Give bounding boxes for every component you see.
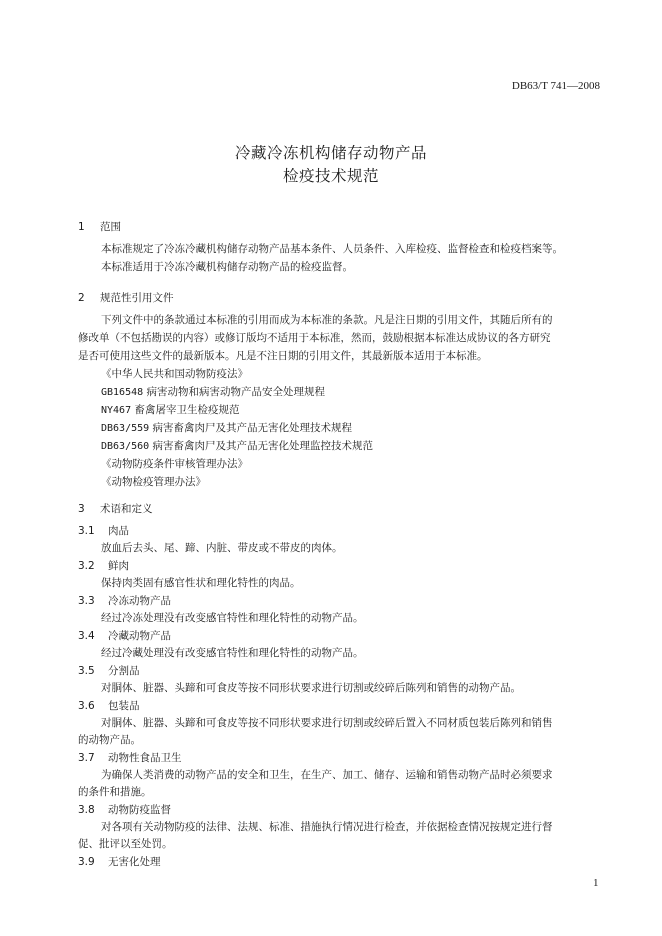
reference-title: 病害畜禽肉尸及其产品无害化处理技术规程 [152,422,353,434]
reference-title: 《中华人民共和国动物防疫法》 [101,368,248,380]
term-number: 3.8 [78,804,95,816]
reference-code: NY467 [101,405,132,416]
section-number: 1 [78,221,85,233]
term-number: 3.9 [78,856,95,868]
term-name: 动物防疫监督 [108,804,171,816]
document-title: 冷藏冷冻机构储存动物产品 [234,144,427,162]
reference-title: 畜禽屠宰卫生检疫规范 [134,404,240,416]
page-number: 1 [593,877,599,889]
term-name: 包装品 [108,700,140,712]
term-definition: 的动物产品。 [78,734,141,746]
term-definition: 经过冷冻处理没有改变感官特性和理化特性的动物产品。 [101,612,364,624]
reference-item [101,366,248,381]
reference-item [101,384,325,399]
reference-title: 《动物防疫条件审核管理办法》 [101,458,248,470]
term-number: 3.2 [78,560,95,572]
section-title: 术语和定义 [100,503,153,515]
term-name: 冷藏动物产品 [108,630,171,642]
section-number: 2 [78,292,85,304]
reference-title: 《动物检疫管理办法》 [101,476,206,488]
term-number: 3.7 [78,752,95,764]
term-name: 动物性食品卫生 [108,752,182,764]
term-heading [78,854,161,869]
term-definition: 经过冷藏处理没有改变感官特性和理化特性的动物产品。 [101,647,364,659]
term-name: 鲜肉 [108,560,129,572]
term-name: 肉品 [108,525,129,537]
document-subtitle: 检疫技术规范 [282,167,379,185]
standard-code: DB63/T 741—2008 [511,80,600,92]
term-number: 3.1 [78,525,95,537]
reference-item [101,474,206,489]
paragraph: 本标准规定了冷冻冷藏机构储存动物产品基本条件、人员条件、入库检疫、监督检查和检疫档案等。 [101,243,563,255]
term-heading [78,750,182,765]
term-definition: 对胴体、脏器、头蹄和可食皮等按不同形状要求进行切割或绞碎后陈列和销售的动物产品。 [101,682,521,694]
term-definition: 保持肉类固有感官性状和理化特性的肉品。 [101,577,301,589]
section-title: 规范性引用文件 [100,292,174,304]
term-heading [78,593,171,608]
paragraph: 下列文件中的条款通过本标准的引用而成为本标准的条款。凡是注日期的引用文件，其随后所有的 [101,314,553,326]
term-name: 无害化处理 [108,856,161,868]
reference-item [101,402,239,417]
reference-code: DB63/560 [101,441,150,452]
section-2-heading [78,290,174,305]
term-definition: 的条件和措施。 [78,786,152,798]
term-heading [78,663,140,678]
reference-item [101,456,248,471]
term-definition: 对各项有关动物防疫的法律、法规、标准、措施执行情况进行检查，并依据检查情况按规定进行督 [101,821,553,833]
term-heading [78,523,129,538]
reference-item [101,438,373,453]
reference-code: DB63/559 [101,423,150,434]
term-definition: 为确保人类消费的动物产品的安全和卫生，在生产、加工、储存、运输和销售动物产品时必须要求 [101,769,553,781]
reference-item [101,420,352,435]
term-heading [78,698,140,713]
term-definition: 放血后去头、尾、蹄、内脏、带皮或不带皮的肉体。 [101,542,343,554]
term-number: 3.6 [78,700,95,712]
term-heading [78,628,171,643]
section-title: 范围 [100,221,121,233]
term-heading [78,802,171,817]
term-definition: 对胴体、脏器、头蹄和可食皮等按不同形状要求进行切割或绞碎后置入不同材质包装后陈列和销售 [101,717,553,729]
paragraph: 修改单（不包括勘误的内容）或修订版均不适用于本标准，然而，鼓励根据本标准达成协议的各方研究 [78,332,551,344]
section-1-heading [78,219,121,234]
reference-title: 病害畜禽肉尸及其产品无害化处理监控技术规范 [152,440,374,452]
reference-title: 病害动物和病害动物产品安全处理规程 [146,386,325,398]
term-number: 3.3 [78,595,95,607]
reference-code: GB16548 [101,387,144,398]
section-3-heading [78,501,153,516]
paragraph: 本标准适用于冷冻冷藏机构储存动物产品的检疫监督。 [101,261,353,273]
term-definition: 促、批评以至处罚。 [78,838,173,850]
term-number: 3.4 [78,630,95,642]
term-heading [78,558,129,573]
term-name: 分割品 [108,665,140,677]
paragraph: 是否可使用这些文件的最新版本。凡是不注日期的引用文件，其最新版本适用于本标准。 [78,350,488,362]
term-name: 冷冻动物产品 [108,595,171,607]
term-number: 3.5 [78,665,95,677]
section-number: 3 [78,503,85,515]
